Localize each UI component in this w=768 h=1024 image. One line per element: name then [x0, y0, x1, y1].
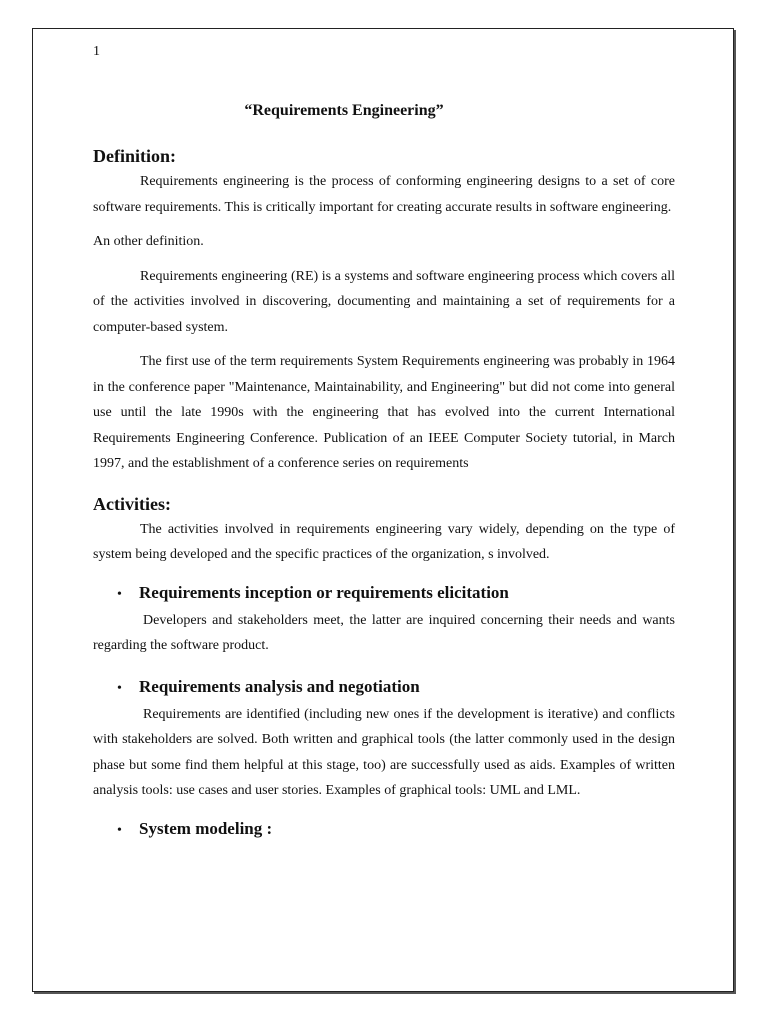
activities-intro: The activities involved in requirements engineering vary widely, depending on the type of system being developed and the specific practices of the organization, s involved. [93, 521, 675, 562]
activity-description: Requirements are identified (including new ones if the development is iterative) and conflicts with stakeholders are solved. Both written and graphical tools (the latter commonly used in the design phase but some find them helpful at this stage, too) are successfully used as aids. Examples of written analysis tools: use cases and user stories. Examples of graphical tools: UML and LML. [93, 706, 675, 798]
definition-heading: Definition: [93, 146, 176, 166]
activity-title: System modeling : [139, 818, 273, 838]
document-title: “Requirements Engineering” [244, 102, 444, 119]
document-body [93, 42, 675, 844]
activities-heading: Activities: [93, 493, 171, 514]
bullet-icon: • [117, 822, 122, 838]
activity-title: Requirements analysis and negotiation [139, 676, 420, 696]
definition-paragraph-1: Requirements engineering is the process of conforming engineering designs to a set of core software requirements. This is critically important for creating accurate results in software engineering. [93, 174, 675, 215]
page-number: 1 [93, 44, 100, 59]
activity-title: Requirements inception or requirements elicitation [139, 582, 509, 602]
activity-item-modeling [93, 818, 675, 840]
bullet-icon: • [117, 680, 122, 696]
activity-item-elicitation [93, 582, 675, 604]
other-definition-label: An other definition. [93, 234, 204, 249]
history-paragraph: The first use of the term requirements System Requirements engineering was probably in 1964 in the conference paper "Maintenance, Maintainability, and Engineering" but did not come into general use until the late 1990s with the engineering that has evolved into the current International Requirements Engineering Conference. Publication of an IEEE Computer Society tutorial, in March 1997, and the establishment of a conference series on requirements [93, 354, 675, 471]
definition-paragraph-2: Requirements engineering (RE) is a systems and software engineering process which covers all of the activities involved in discovering, documenting and maintaining a set of requirements for a computer-based system. [93, 268, 675, 335]
bullet-icon: • [117, 586, 122, 602]
activity-description: Developers and stakeholders meet, the latter are inquired concerning their needs and wants regarding the software product. [93, 612, 675, 653]
activity-item-analysis [93, 676, 675, 698]
